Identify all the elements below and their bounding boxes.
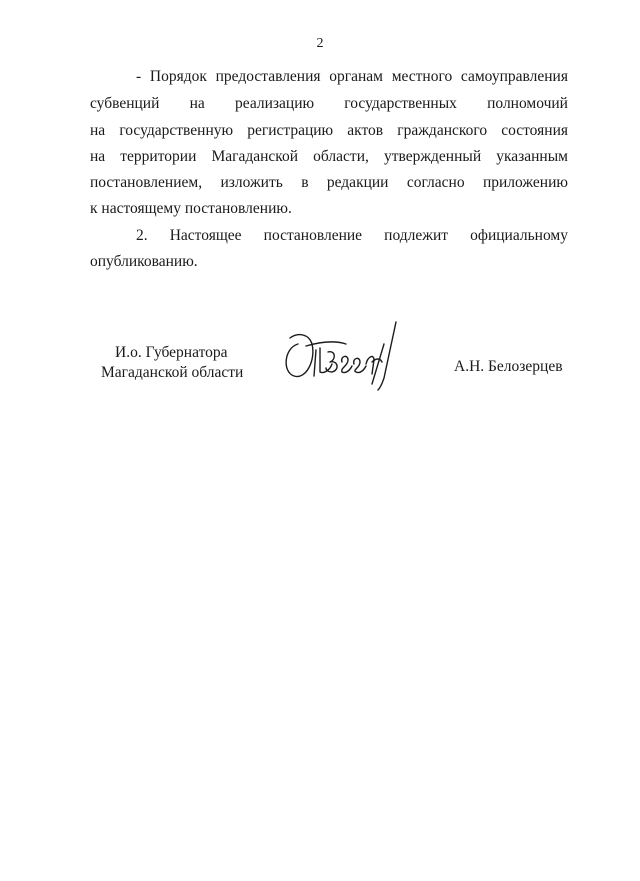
word: реализацию (235, 95, 315, 112)
word: Порядок (149, 68, 207, 85)
word: указанным (496, 148, 568, 165)
paragraph-line (90, 95, 568, 113)
paragraph-line (90, 200, 568, 218)
word: подлежит (384, 227, 449, 244)
paragraph-line (136, 227, 568, 245)
word: - (136, 68, 142, 85)
word: Магаданской (211, 148, 299, 165)
word: изложить (220, 174, 283, 191)
word: согласно (406, 174, 465, 191)
signer-name: А.Н. Белозерцев (454, 358, 563, 375)
word: постановлением, (90, 174, 203, 191)
word: предоставления (215, 68, 321, 85)
word: приложению (482, 174, 568, 191)
word: опубликованию. (90, 253, 198, 270)
word: 2. (136, 227, 148, 244)
signer-title-line1: И.о. Губернатора (115, 344, 228, 361)
word: территории (120, 148, 197, 165)
word: местного (391, 68, 453, 85)
word: в (301, 174, 309, 191)
word: постановление (263, 227, 363, 244)
paragraph-line (90, 253, 568, 271)
word: органам (329, 68, 383, 85)
word: официальному (470, 227, 568, 244)
word: области, (313, 148, 369, 165)
paragraph-line (90, 122, 568, 140)
word: гражданского (397, 122, 488, 139)
word: состояния (501, 122, 568, 139)
word: субвенций (90, 95, 160, 112)
word: на (90, 148, 106, 165)
paragraph-line (90, 174, 568, 192)
paragraph-line (90, 148, 568, 166)
word: полномочий (487, 95, 568, 112)
word: Настоящее (169, 227, 242, 244)
word: на (189, 95, 205, 112)
word: государственных (344, 95, 457, 112)
handwritten-signature (276, 314, 416, 392)
word: утвержденный (383, 148, 482, 165)
word: к настоящему постановлению. (90, 200, 292, 217)
signer-title-line2: Магаданской области (101, 364, 244, 381)
word: регистрацию (247, 122, 334, 139)
word: на (90, 122, 106, 139)
word: актов (347, 122, 384, 139)
word: государственную (119, 122, 234, 139)
word: самоуправления (460, 68, 568, 85)
word: редакции (326, 174, 389, 191)
paragraph-line (136, 68, 568, 86)
page-number: 2 (316, 36, 324, 51)
